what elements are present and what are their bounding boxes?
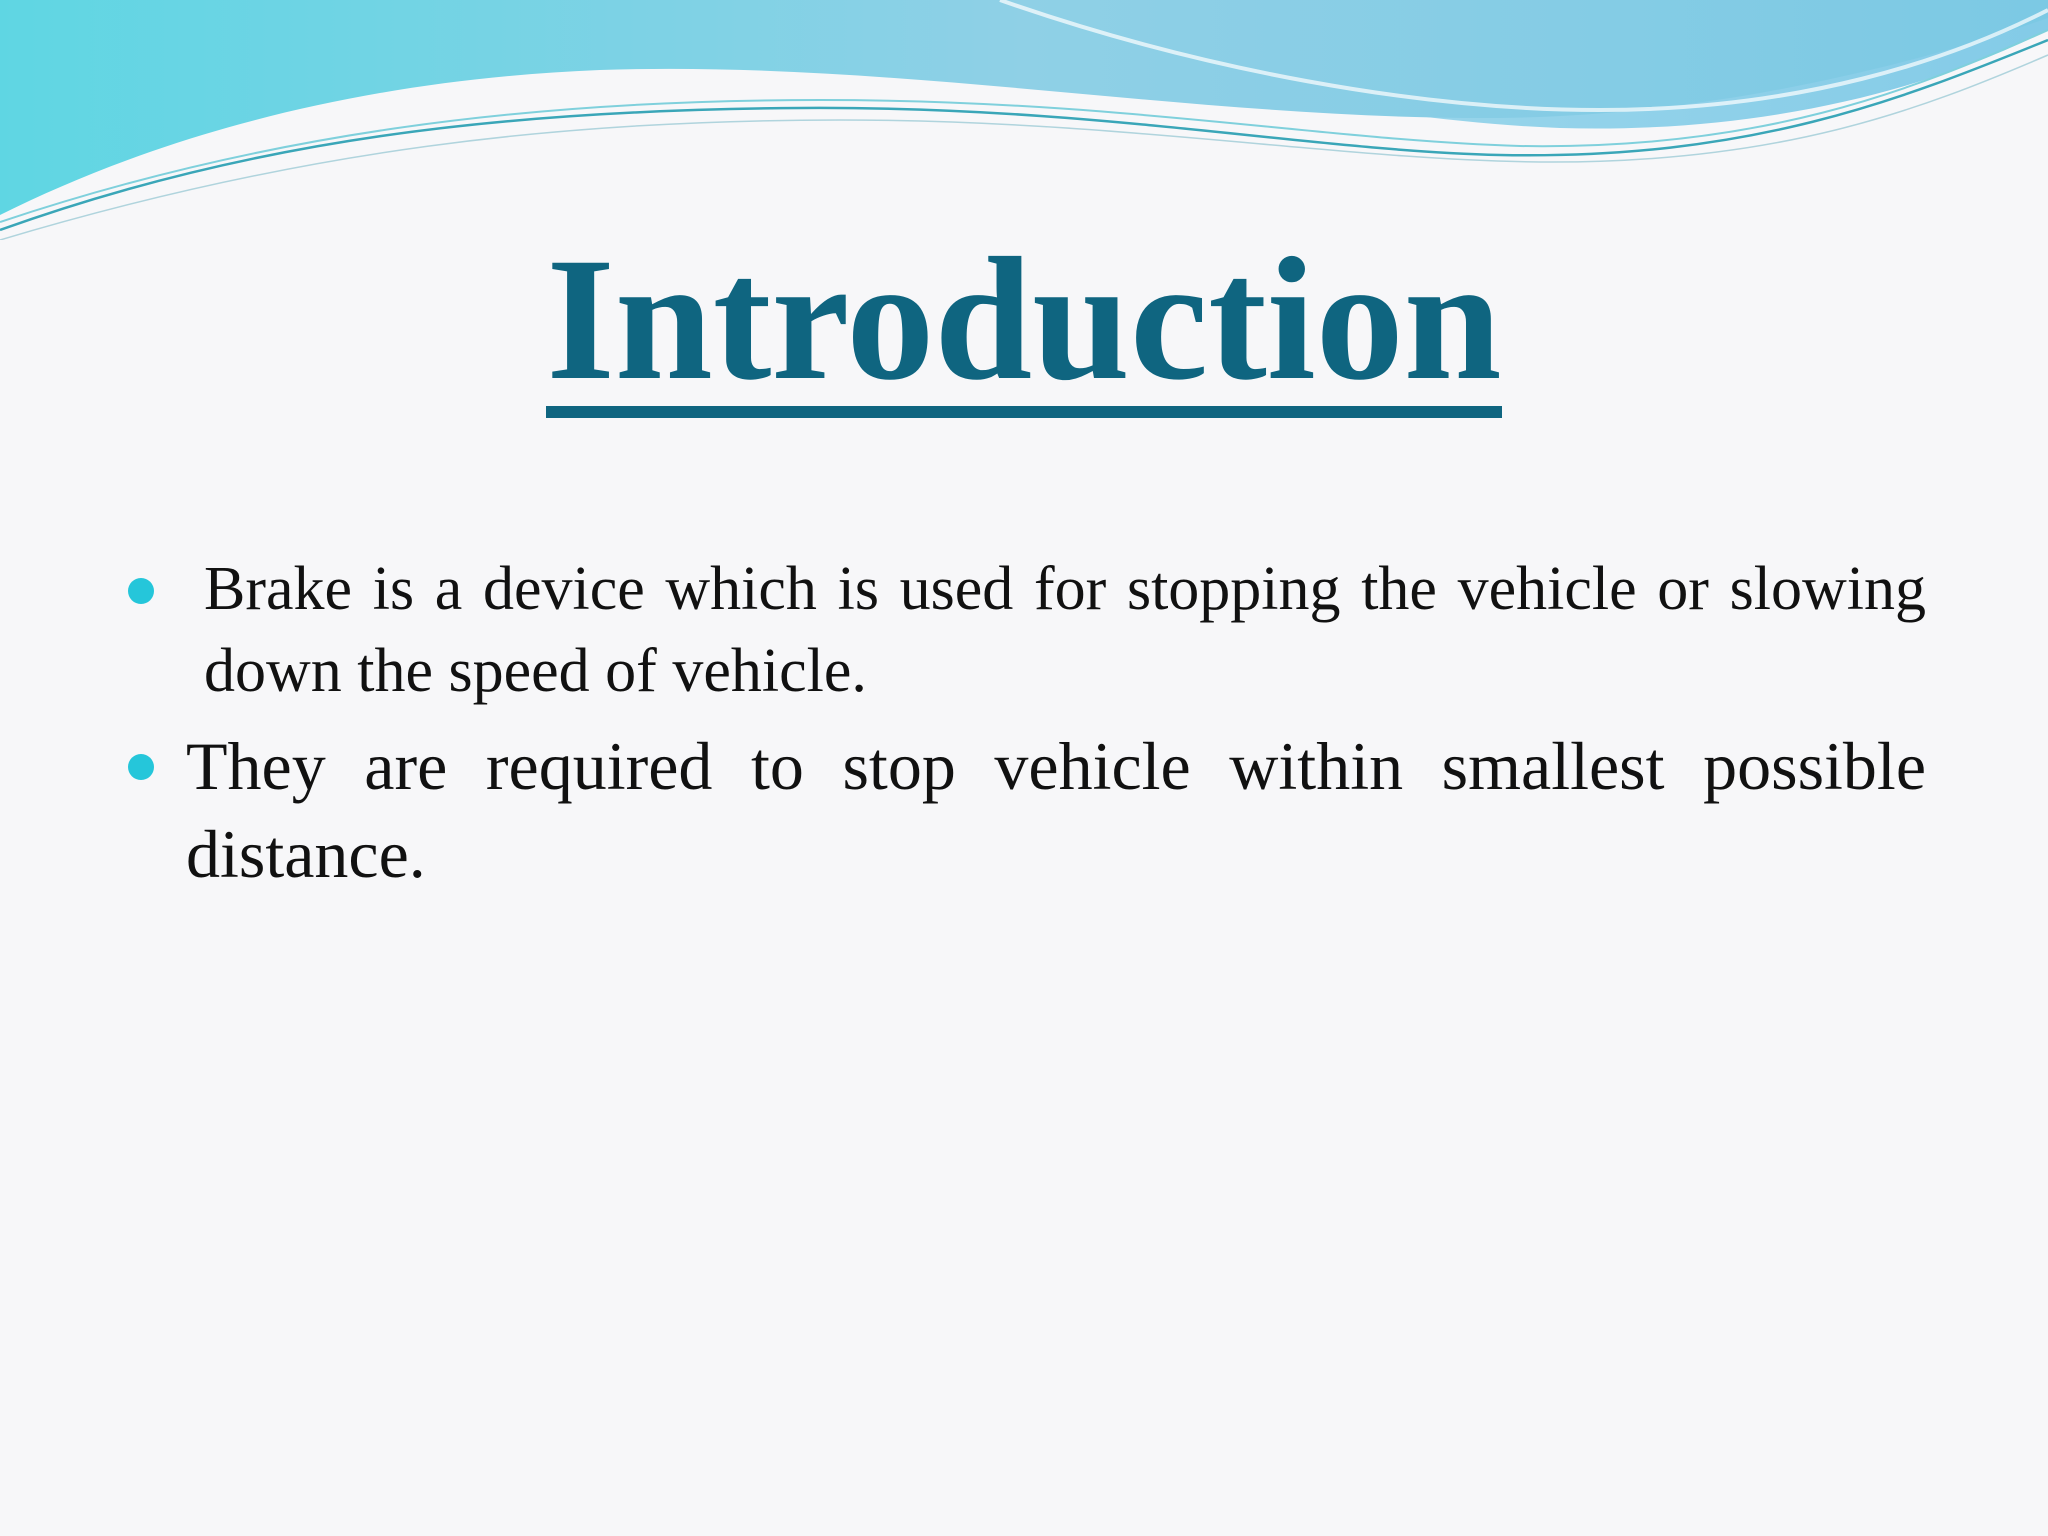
- bullet-item: [128, 548, 1926, 712]
- bullet-text: Brake is a device which is used for stopping the vehicle or slowing down the speed of vehicle.: [204, 555, 1926, 705]
- bullet-item: [128, 722, 1926, 898]
- bullet-dot-icon: [128, 754, 154, 780]
- wave-banner: [0, 0, 2048, 240]
- bullet-text: They are required to stop vehicle within smallest possible distance.: [186, 728, 1926, 892]
- slide-title: Introduction: [546, 222, 1502, 417]
- bullet-dot-icon: [128, 578, 154, 604]
- bullet-list: [128, 548, 1926, 898]
